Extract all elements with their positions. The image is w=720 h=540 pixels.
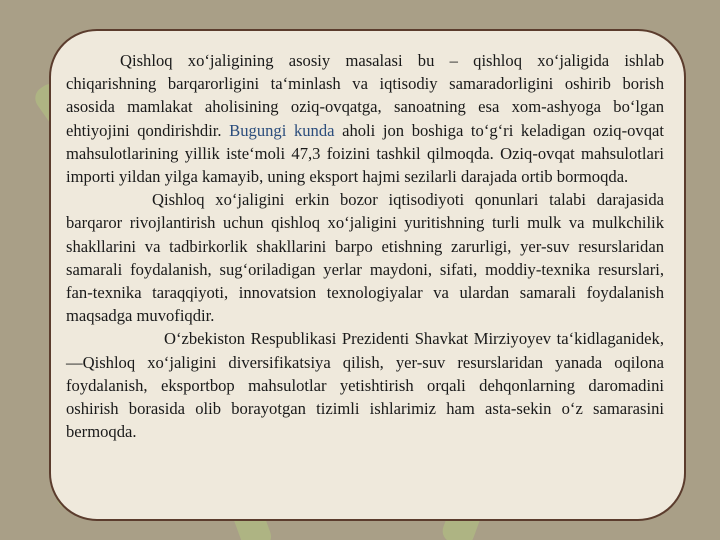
text-card	[49, 29, 686, 521]
document-text	[66, 49, 664, 443]
paragraph-3: O‘zbekiston Respublikasi Prezidenti Shavkat Mirziyoyev ta‘kidlaganidek, ―Qishloq xo‘jaligini diversifikatsiya qilish, yer-suv resurslaridan yanada oqilona foydalanish, eksportbop mahsulotlar yetishtirish orqali dehqonlarning daromadini oshirish borasida olib borayotgan tizimli ishlarimiz ham asta-sekin o‘z samarasini bermoqda.	[66, 329, 664, 442]
paragraph-1	[66, 49, 664, 188]
paragraph-2: Qishloq xo‘jaligini erkin bozor iqtisodiyoti qonunlari talabi darajasida barqaror rivojlantirish uchun qishloq xo‘jaligini yuritishning turli mulk va mulkchilik shakllarini va tadbirkorlik shakllarini barpo etishning zarurligi, yer-suv resurslaridan samarali foydalanish, sug‘oriladigan yerlar maydoni, sifati, moddiy-texnika resurslari, fan-texnika taraqqiyoti, innovatsion texnologiyalar va ulardan samarali foydalanish maqsadga muvofiqdir.	[66, 190, 664, 326]
paragraph-1-after: aholi jon boshiga to‘g‘ri keladigan oziq-ovqat mahsulotlarining yillik iste‘moli 47,3 foizini tashkil qilmoqda. Oziq-ovqat mahsulotlari importi yildan yilga kamayib, uning eksport hajmi sezilarli darajada ortib bormoqda.	[66, 120, 664, 187]
paragraph-1-before: Qishloq xo‘jaligining asosiy masalasi bu – qishloq xo‘jaligida ishlab chiqarishning barqarorligini ta‘minlash va iqtisodiy samaradorligini oshirib borish asosida mamlakat aholisining oziq-ovqatga, sanoatning esa xom-ashyoga bo‘lgan ehtiyojini qondirishdir.	[66, 51, 664, 140]
paragraph-1-highlight: Bugungi kunda	[229, 120, 335, 140]
